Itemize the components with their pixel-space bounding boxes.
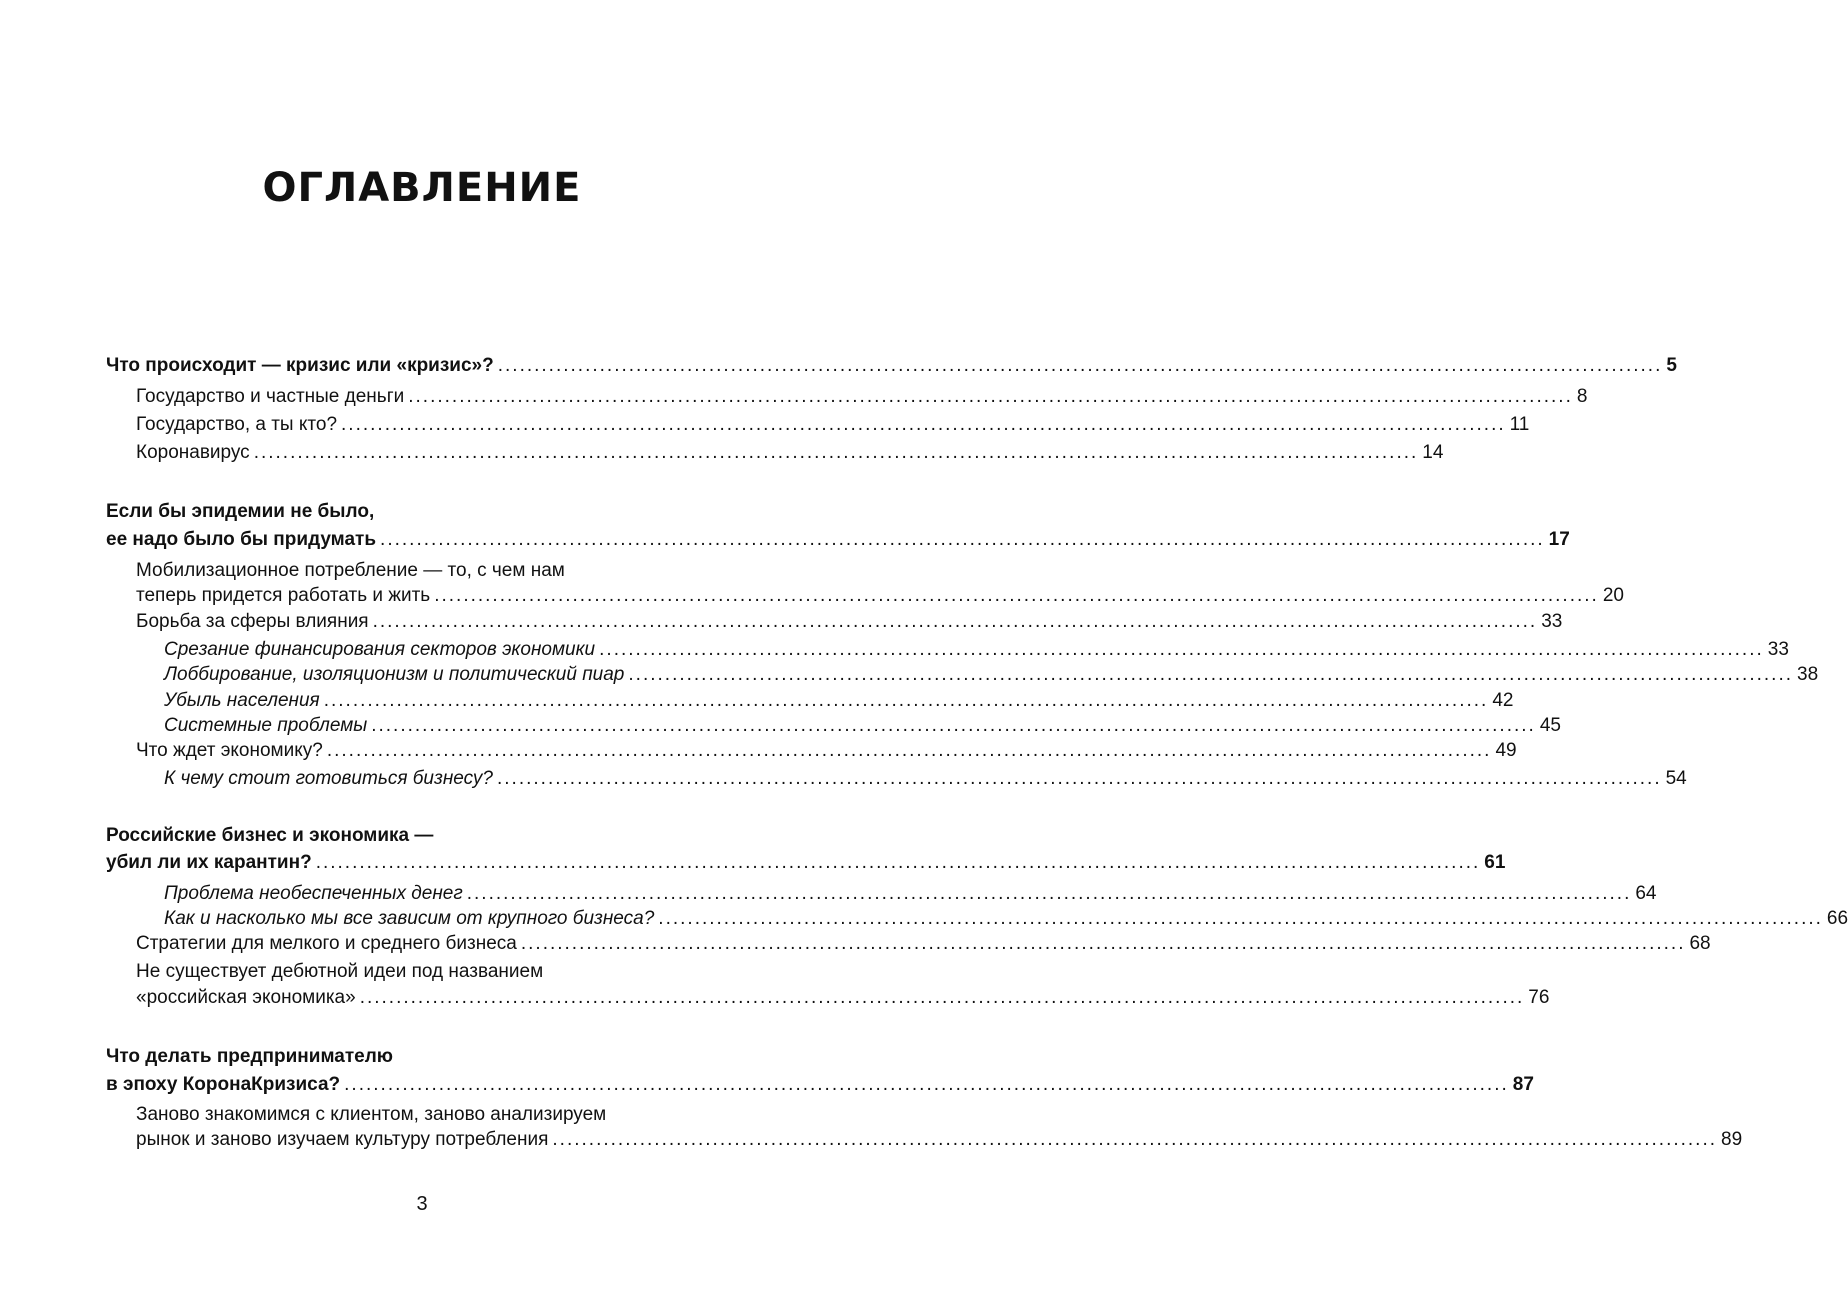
toc-entry[interactable]: [106, 849, 1506, 877]
toc-entry-title: рынок и заново изучаем культуру потребления: [136, 1129, 549, 1150]
toc-entry[interactable]: [136, 411, 1530, 439]
toc-entry[interactable]: [136, 439, 1444, 467]
toc-entry-page: 45: [1539, 715, 1561, 736]
toc-entry-title: Заново знакомимся с клиентом, заново анализируем: [136, 1104, 607, 1125]
toc-entry-title: Государство, а ты кто?: [136, 414, 338, 435]
toc-entry-page: 54: [1665, 768, 1687, 789]
toc-entry-title: Если бы эпидемии не было,: [106, 501, 375, 522]
dot-leader: ................................................................................................................................................................: [658, 908, 1823, 929]
dot-leader: ................................................................................................................................................................: [326, 740, 1492, 761]
dot-leader: ................................................................................................................................................................: [520, 933, 1686, 954]
toc-entry-title: Стратегии для мелкого и среднего бизнеса: [136, 933, 517, 954]
dot-leader: ................................................................................................................................................................: [497, 768, 1662, 789]
toc-entry-title: «российская экономика»: [136, 987, 356, 1008]
page-number: 3: [416, 1193, 428, 1215]
toc-entry[interactable]: [164, 905, 1848, 933]
toc-entry-page: 33: [1767, 639, 1789, 660]
dot-leader: ................................................................................................................................................................: [341, 414, 1506, 435]
toc-entry-page: 87: [1512, 1074, 1534, 1095]
toc-entry-title: ее надо было бы придумать: [106, 529, 377, 550]
dot-leader: ................................................................................................................................................................: [552, 1129, 1718, 1150]
toc-entry[interactable]: [164, 880, 1657, 908]
toc-entry-page: 38: [1797, 664, 1819, 685]
toc-entry[interactable]: [136, 608, 1563, 636]
toc-entry-title: Российские бизнес и экономика —: [106, 825, 434, 846]
toc-entry-title: Что происходит — кризис или «кризис»?: [106, 355, 494, 376]
toc-entry[interactable]: [136, 737, 1517, 765]
toc-entry-title: в эпоху КоронаКризиса?: [106, 1074, 341, 1095]
toc-entry-title: Что ждет экономику?: [136, 740, 323, 761]
dot-leader: ................................................................................................................................................................: [372, 611, 1538, 632]
toc-entry[interactable]: [106, 352, 1677, 380]
toc-entry[interactable]: [136, 930, 1711, 958]
dot-leader: ................................................................................................................................................................: [408, 386, 1573, 407]
dot-leader: ................................................................................................................................................................: [434, 585, 1599, 606]
dot-leader: ................................................................................................................................................................: [359, 987, 1525, 1008]
toc-entry-page: 68: [1689, 933, 1711, 954]
toc-entry-page: 5: [1666, 355, 1677, 376]
toc-entry-page: 42: [1492, 690, 1514, 711]
toc-entry-title: Мобилизационное потребление — то, с чем нам: [136, 560, 565, 581]
toc-entry-title: Как и насколько мы все зависим от крупного бизнеса?: [164, 908, 655, 929]
toc-entry-page: 89: [1721, 1129, 1743, 1150]
toc-entry[interactable]: [136, 1126, 1743, 1154]
toc-entry-title: Государство и частные деньги: [136, 386, 405, 407]
toc-entry-page: 20: [1602, 585, 1624, 606]
toc-entry[interactable]: [164, 661, 1819, 689]
toc-entry[interactable]: [136, 383, 1588, 411]
toc-entry-title: Проблема необеспеченных денег: [164, 883, 463, 904]
toc-entry-title: Лоббирование, изоляционизм и политический пиар: [164, 664, 625, 685]
dot-leader: ................................................................................................................................................................: [323, 690, 1489, 711]
toc-entry-page: 66: [1826, 908, 1848, 929]
toc-entry-title: убил ли их карантин?: [106, 852, 312, 873]
toc-entry-page: 49: [1495, 740, 1517, 761]
toc-entry[interactable]: [164, 765, 1687, 793]
page-title: ОГЛАВЛЕНИЕ: [262, 165, 582, 211]
dot-leader: ................................................................................................................................................................: [253, 442, 1419, 463]
toc-entry-page: 64: [1635, 883, 1657, 904]
toc-entry-title: Убыль населения: [164, 690, 320, 711]
toc-entry[interactable]: [136, 984, 1550, 1012]
dot-leader: ................................................................................................................................................................: [599, 639, 1764, 660]
dot-leader: ................................................................................................................................................................: [628, 664, 1793, 685]
dot-leader: ................................................................................................................................................................: [344, 1074, 1509, 1095]
toc-entry[interactable]: [136, 582, 1624, 610]
toc-entry-title: теперь придется работать и жить: [136, 585, 431, 606]
toc-entry-page: 33: [1541, 611, 1563, 632]
toc-entry-title: К чему стоит готовиться бизнесу?: [164, 768, 493, 789]
toc-entry[interactable]: [106, 526, 1570, 554]
toc-entry[interactable]: [164, 636, 1789, 664]
toc-entry-page: 17: [1548, 529, 1570, 550]
toc-entry-title: Не существует дебютной идеи под названием: [136, 961, 544, 982]
toc-entry[interactable]: [164, 712, 1561, 740]
toc-entry-title: Коронавирус: [136, 442, 250, 463]
toc-entry-page: 61: [1484, 852, 1506, 873]
dot-leader: ................................................................................................................................................................: [371, 715, 1536, 736]
toc-entry-title: Срезание финансирования секторов экономики: [164, 639, 596, 660]
dot-leader: ................................................................................................................................................................: [466, 883, 1632, 904]
dot-leader: ................................................................................................................................................................: [315, 852, 1481, 873]
toc-entry[interactable]: [106, 1071, 1534, 1099]
toc-entry-page: 76: [1528, 987, 1550, 1008]
dot-leader: ................................................................................................................................................................: [380, 529, 1545, 550]
toc-entry-page: 11: [1509, 414, 1530, 435]
toc-entry-page: 14: [1422, 442, 1444, 463]
toc-entry-page: 8: [1576, 386, 1588, 407]
toc-entry-title: Что делать предпринимателю: [106, 1046, 393, 1067]
toc-entry-title: Системные проблемы: [164, 715, 368, 736]
toc-entry-title: Борьба за сферы влияния: [136, 611, 369, 632]
toc-entry[interactable]: [164, 687, 1514, 715]
dot-leader: ................................................................................................................................................................: [497, 355, 1663, 376]
